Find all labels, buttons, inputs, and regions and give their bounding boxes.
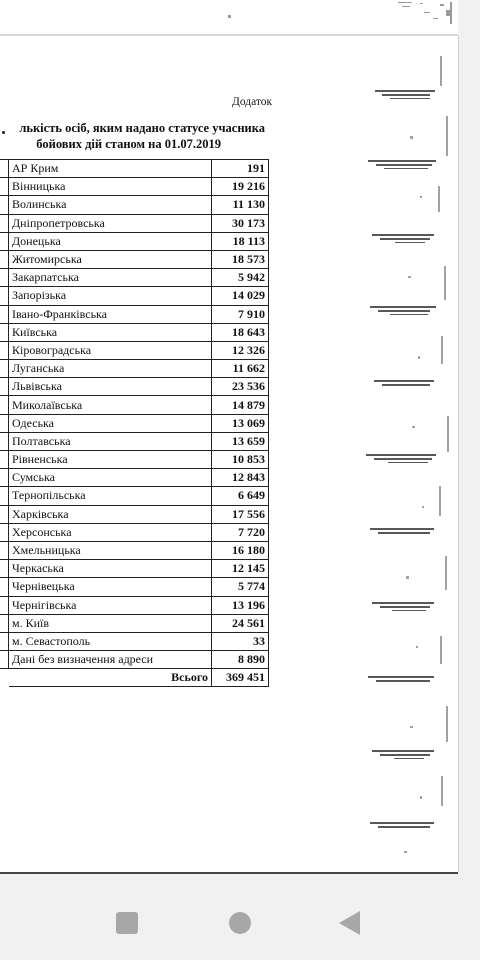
region-cell: Рівненська — [9, 451, 212, 469]
circle-icon[interactable] — [229, 912, 251, 934]
region-cell: Тернопільська — [9, 487, 212, 505]
count-cell: 17 556 — [212, 505, 269, 523]
region-cell: Київська — [9, 323, 212, 341]
table-row — [0, 196, 269, 214]
row-number-cell — [0, 323, 9, 341]
row-number-cell — [0, 560, 9, 578]
table-row — [0, 578, 269, 596]
count-cell: 13 659 — [212, 432, 269, 450]
count-cell: 18 573 — [212, 250, 269, 268]
row-number-cell — [0, 232, 9, 250]
row-number-cell — [0, 396, 9, 414]
count-cell: 14 029 — [212, 287, 269, 305]
row-number-cell — [0, 523, 9, 541]
table-row — [0, 414, 269, 432]
table-row — [0, 160, 269, 178]
region-cell: Дніпропетровська — [9, 214, 212, 232]
row-number-cell — [0, 469, 9, 487]
table-row — [0, 396, 269, 414]
region-cell: Херсонська — [9, 523, 212, 541]
title-line-1: лькість осіб, яким надано статусе учасника — [19, 121, 265, 135]
previous-page-strip — [0, 0, 480, 36]
row-number-cell — [0, 414, 9, 432]
row-number-cell — [0, 578, 9, 596]
row-number-cell — [0, 360, 9, 378]
region-cell: Харківська — [9, 505, 212, 523]
row-number-cell — [0, 614, 9, 632]
table-row — [0, 323, 269, 341]
count-cell: 8 890 — [212, 651, 269, 669]
row-number-cell — [0, 632, 9, 650]
count-cell: 11 662 — [212, 360, 269, 378]
region-cell: Закарпатська — [9, 269, 212, 287]
region-cell: Миколаївська — [9, 396, 212, 414]
total-spacer-cell — [0, 669, 9, 687]
count-cell: 12 326 — [212, 341, 269, 359]
row-number-cell — [0, 305, 9, 323]
table-row — [0, 432, 269, 450]
region-cell: м. Київ — [9, 614, 212, 632]
region-cell: Житомирська — [9, 250, 212, 268]
table-row — [0, 269, 269, 287]
row-number-cell — [0, 541, 9, 559]
viewer-background — [458, 0, 480, 874]
row-number-cell — [0, 505, 9, 523]
count-cell: 6 649 — [212, 487, 269, 505]
table-row — [0, 596, 269, 614]
region-cell: Черкаська — [9, 560, 212, 578]
count-cell: 12 145 — [212, 560, 269, 578]
table-row — [0, 305, 269, 323]
regions-table — [0, 159, 269, 687]
region-cell: Запорізька — [9, 287, 212, 305]
row-number-cell — [0, 250, 9, 268]
count-cell: 13 196 — [212, 596, 269, 614]
navigation-bar — [0, 874, 480, 960]
total-row — [0, 669, 269, 687]
scan-artifacts-right — [300, 36, 458, 872]
region-cell: Волинська — [9, 196, 212, 214]
table-row — [0, 487, 269, 505]
row-number-cell — [0, 432, 9, 450]
region-cell: Полтавська — [9, 432, 212, 450]
table-row — [0, 523, 269, 541]
count-cell: 18 643 — [212, 323, 269, 341]
region-cell: Сумська — [9, 469, 212, 487]
row-number-cell — [0, 487, 9, 505]
region-cell: Чернігівська — [9, 596, 212, 614]
count-cell: 13 069 — [212, 414, 269, 432]
count-cell: 30 173 — [212, 214, 269, 232]
region-cell: Одеська — [9, 414, 212, 432]
region-cell: Вінницька — [9, 178, 212, 196]
row-number-cell — [0, 341, 9, 359]
table-row — [0, 214, 269, 232]
region-cell: Хмельницька — [9, 541, 212, 559]
count-cell: 5 774 — [212, 578, 269, 596]
table-row — [0, 560, 269, 578]
count-cell: 191 — [212, 160, 269, 178]
table-row — [0, 232, 269, 250]
total-value: 369 451 — [212, 669, 269, 687]
count-cell: 23 536 — [212, 378, 269, 396]
appendix-label: Додаток — [232, 96, 273, 108]
region-cell: Івано-Франківська — [9, 305, 212, 323]
count-cell: 5 942 — [212, 269, 269, 287]
row-number-cell — [0, 378, 9, 396]
region-cell: Дані без визначення адреси — [9, 651, 212, 669]
table-row — [0, 341, 269, 359]
region-cell: Кіровоградська — [9, 341, 212, 359]
region-cell: м. Севастополь — [9, 632, 212, 650]
row-number-cell — [0, 651, 9, 669]
count-cell: 18 113 — [212, 232, 269, 250]
count-cell: 16 180 — [212, 541, 269, 559]
table-row — [0, 250, 269, 268]
count-cell: 10 853 — [212, 451, 269, 469]
row-number-cell — [0, 269, 9, 287]
count-cell: 7 910 — [212, 305, 269, 323]
row-number-cell — [0, 178, 9, 196]
table-row — [0, 178, 269, 196]
row-number-cell — [0, 596, 9, 614]
count-cell: 19 216 — [212, 178, 269, 196]
table-row — [0, 614, 269, 632]
count-cell: 12 843 — [212, 469, 269, 487]
count-cell: 33 — [212, 632, 269, 650]
table-row — [0, 378, 269, 396]
title-line-2: бойових дій станом на 01.07.2019 — [36, 137, 221, 151]
region-cell: Луганська — [9, 360, 212, 378]
table-row — [0, 469, 269, 487]
table-row — [0, 505, 269, 523]
row-number-cell — [0, 451, 9, 469]
region-cell: Чернівецька — [9, 578, 212, 596]
row-number-cell — [0, 287, 9, 305]
region-cell: АР Крим — [9, 160, 212, 178]
total-label: Всього — [9, 669, 212, 687]
scan-artifacts-top — [0, 0, 480, 34]
count-cell: 7 720 — [212, 523, 269, 541]
count-cell: 24 561 — [212, 614, 269, 632]
table-row — [0, 651, 269, 669]
table-row — [0, 360, 269, 378]
row-number-cell — [0, 196, 9, 214]
region-cell: Львівська — [9, 378, 212, 396]
count-cell: 14 879 — [212, 396, 269, 414]
table-row — [0, 632, 269, 650]
table-row — [0, 451, 269, 469]
region-cell: Донецька — [9, 232, 212, 250]
document-title — [0, 120, 268, 152]
count-cell: 11 130 — [212, 196, 269, 214]
triangle-back-icon[interactable] — [339, 911, 360, 935]
document-page[interactable] — [0, 36, 459, 872]
square-icon[interactable] — [116, 912, 138, 934]
table-row — [0, 541, 269, 559]
table-row — [0, 287, 269, 305]
row-number-cell — [0, 160, 9, 178]
row-number-cell — [0, 214, 9, 232]
